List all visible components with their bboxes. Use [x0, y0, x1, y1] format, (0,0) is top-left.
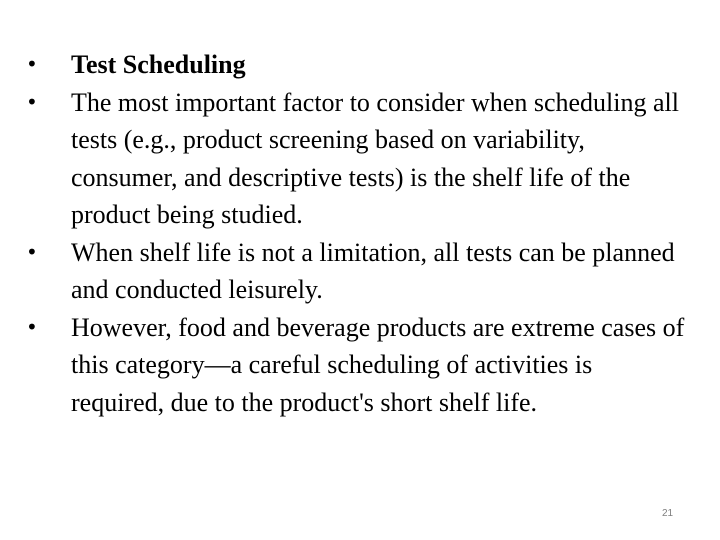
bullet-marker: •: [26, 314, 38, 339]
bullet-marker: •: [26, 52, 38, 76]
bullet-text: Test Scheduling: [71, 50, 246, 79]
bullet-text: The most important factor to consider when scheduling all tests (e.g., product screening based on variability, consumer, and descriptive tests) is the shelf life of the product being studied.: [71, 87, 679, 229]
bullet-text: However, food and beverage products are extreme cases of this category—a careful scheduling of activities is required, due to the product's short shelf life.: [71, 312, 685, 417]
bullet-item: [26, 234, 686, 309]
bullet-list: [26, 46, 686, 421]
bullet-text: When shelf life is not a limitation, all tests can be planned and conducted leisurely.: [71, 237, 675, 304]
bullet-item: [26, 309, 686, 422]
bullet-marker: •: [26, 89, 38, 114]
page-number: 21: [662, 508, 674, 519]
bullet-item: [26, 84, 686, 234]
bullet-item-heading: [26, 46, 686, 84]
bullet-marker: •: [26, 239, 38, 264]
